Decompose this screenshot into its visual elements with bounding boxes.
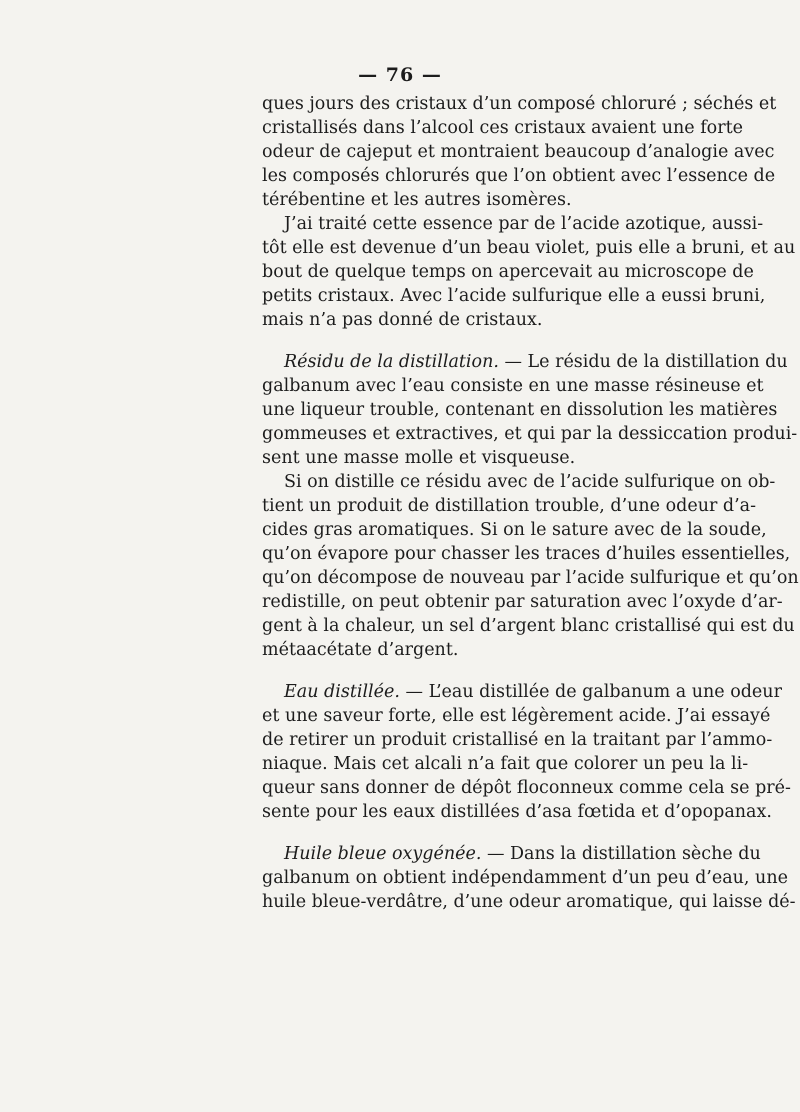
text-line: gommeuses et extractives, et qui par la dessiccation produi- xyxy=(262,424,798,444)
text-line: J’ai traité cette essence par de l’acide azotique, aussi- xyxy=(284,214,764,234)
text-line: cides gras aromatiques. Si on le sature avec de la soude, xyxy=(262,520,767,540)
page-number: — 76 — xyxy=(358,64,442,86)
text-line: mais n’a pas donné de cristaux. xyxy=(262,310,543,330)
text-line: métaacétate d’argent. xyxy=(262,640,459,660)
text-line: sent une masse molle et visqueuse. xyxy=(262,448,576,468)
text-line: les composés chlorurés que l’on obtient avec l’essence de xyxy=(262,166,776,186)
text-line: une liqueur trouble, contenant en dissolution les matières xyxy=(262,400,778,420)
text-line: Huile bleue oxygénée. — Dans la distillation sèche du xyxy=(284,844,761,864)
body-text xyxy=(262,92,799,914)
text-line: tient un produit de distillation trouble, d’une odeur d’a- xyxy=(262,496,756,516)
text-line: et une saveur forte, elle est légèrement acide. J’ai essayé xyxy=(262,706,771,726)
text-line: tôt elle est devenue d’un beau violet, puis elle a bruni, et au xyxy=(262,238,796,258)
section-heading: Eau distillée. xyxy=(284,682,400,702)
paragraph-eau xyxy=(262,680,791,824)
text-line: gent à la chaleur, un sel d’argent blanc cristallisé qui est du xyxy=(262,616,795,636)
text-line: cristallisés dans l’alcool ces cristaux avaient une forte xyxy=(262,118,743,138)
text-line: redistille, on peut obtenir par saturation avec l’oxyde d’ar- xyxy=(262,592,783,612)
text-line: niaque. Mais cet alcali n’a fait que colorer un peu la li- xyxy=(262,754,749,774)
text-line: queur sans donner de dépôt floconneux comme cela se pré- xyxy=(262,778,791,798)
text-line: petits cristaux. Avec l’acide sulfurique elle a eussi bruni, xyxy=(262,286,766,306)
paragraph-residu xyxy=(262,350,798,470)
text-line: galbanum avec l’eau consiste en une masse résineuse et xyxy=(262,376,764,396)
paragraph xyxy=(262,212,796,332)
text-line: ques jours des cristaux d’un composé chloruré ; séchés et xyxy=(262,94,777,114)
section-heading: Résidu de la distillation. xyxy=(284,352,499,372)
text-line: sente pour les eaux distillées d’asa fœtida et d’opopanax. xyxy=(262,802,772,822)
text-line: Eau distillée. — L’eau distillée de galbanum a une odeur xyxy=(284,682,782,702)
text-line: térébentine et les autres isomères. xyxy=(262,190,572,210)
text-line: Si on distille ce résidu avec de l’acide sulfurique on ob- xyxy=(284,472,776,492)
text-line: odeur de cajeput et montraient beaucoup d’analogie avec xyxy=(262,142,775,162)
text-line: qu’on décompose de nouveau par l’acide sulfurique et qu’on xyxy=(262,568,799,588)
text-line: bout de quelque temps on apercevait au microscope de xyxy=(262,262,754,282)
text-line: huile bleue-verdâtre, d’une odeur aromatique, qui laisse dé- xyxy=(262,892,796,912)
paragraph xyxy=(262,92,777,212)
paragraph xyxy=(262,470,799,662)
section-heading: Huile bleue oxygénée. xyxy=(284,844,482,864)
text-line: galbanum on obtient indépendamment d’un peu d’eau, une xyxy=(262,868,788,888)
text-line: qu’on évapore pour chasser les traces d’huiles essentielles, xyxy=(262,544,791,564)
paragraph-huile xyxy=(262,842,796,914)
text-line: de retirer un produit cristallisé en la traitant par l’ammo- xyxy=(262,730,773,750)
text-line: Résidu de la distillation. — Le résidu de la distillation du xyxy=(284,352,788,372)
